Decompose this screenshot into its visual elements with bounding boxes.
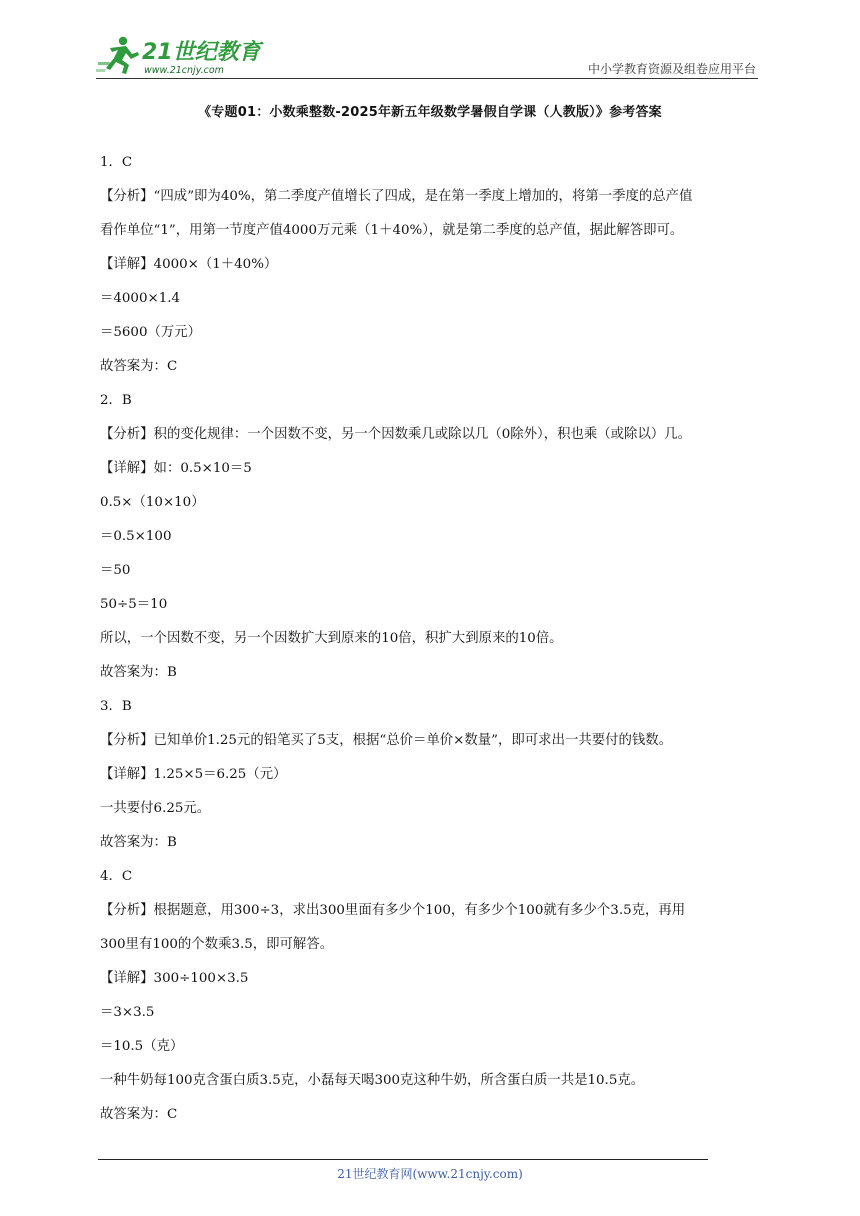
site-logo (96, 32, 266, 78)
answer-line: 4．C (100, 869, 133, 884)
answer-line: ＝10.5（克） (100, 1039, 184, 1054)
answer-line: 50÷5＝10 (100, 597, 168, 612)
answer-content (100, 146, 760, 1132)
answer-line: 故答案为：B (100, 835, 177, 850)
answer-line: 所以，一个因数不变，另一个因数扩大到原来的10倍，积扩大到原来的10倍。 (100, 631, 563, 646)
answer-line: 一共要付6.25元。 (100, 801, 211, 816)
answer-line: 【分析】积的变化规律：一个因数不变，另一个因数乘几或除以几（0除外），积也乘（或除以）几。 (100, 427, 692, 442)
answer-line: ＝4000×1.4 (100, 291, 180, 306)
svg-text:www.21cnjy.com: www.21cnjy.com (144, 65, 224, 76)
answer-line: 1．C (100, 155, 133, 170)
header-divider (96, 78, 758, 79)
answer-line: 故答案为：C (100, 1107, 178, 1122)
answer-line: 3．B (100, 699, 132, 714)
document-title: 《专题01：小数乘整数-2025年新五年级数学暑假自学课（人教版）》参考答案 (198, 105, 662, 120)
answer-line: 看作单位“1”，用第一节度产值4000万元乘（1＋40%），就是第二季度的总产值，据此解答即可。 (100, 223, 684, 238)
answer-line: 【分析】根据题意，用300÷3，求出300里面有多少个100，有多少个100就有多少个3.5克，再用 (100, 903, 686, 918)
answer-line: 【详解】1.25×5＝6.25（元） (100, 767, 287, 782)
page-header (96, 32, 758, 80)
answer-line: ＝3×3.5 (100, 1005, 155, 1020)
footer-divider (98, 1159, 708, 1160)
answer-line: 【详解】如：0.5×10＝5 (100, 461, 252, 476)
answer-line: ＝0.5×100 (100, 529, 172, 544)
answer-line: 【详解】4000×（1＋40%） (100, 257, 278, 272)
answer-line: 【详解】300÷100×3.5 (100, 971, 249, 986)
answer-line: ＝50 (100, 563, 131, 578)
answer-line: 一种牛奶每100克含蛋白质3.5克，小磊每天喝300克这种牛奶，所含蛋白质一共是10.5克。 (100, 1073, 645, 1088)
answer-line: 2．B (100, 393, 132, 408)
answer-line: 【分析】“四成”即为40%，第二季度产值增长了四成，是在第一季度上增加的，将第一季度的总产值 (100, 189, 693, 204)
footer-source: 21世纪教育网(www.21cnjy.com) (337, 1167, 523, 1181)
runner-icon (96, 37, 139, 74)
answer-line: 300里有100的个数乘3.5，即可解答。 (100, 937, 334, 952)
answer-line: 【分析】已知单价1.25元的铅笔买了5支，根据“总价＝单价×数量”，即可求出一共要付的钱数。 (100, 733, 673, 748)
svg-text:21世纪教育: 21世纪教育 (142, 40, 261, 65)
answer-line: ＝5600（万元） (100, 325, 202, 340)
answer-line: 故答案为：C (100, 359, 178, 374)
platform-name: 中小学教育资源及组卷应用平台 (587, 62, 756, 76)
answer-line: 0.5×（10×10） (100, 495, 205, 510)
answer-line: 故答案为：B (100, 665, 177, 680)
